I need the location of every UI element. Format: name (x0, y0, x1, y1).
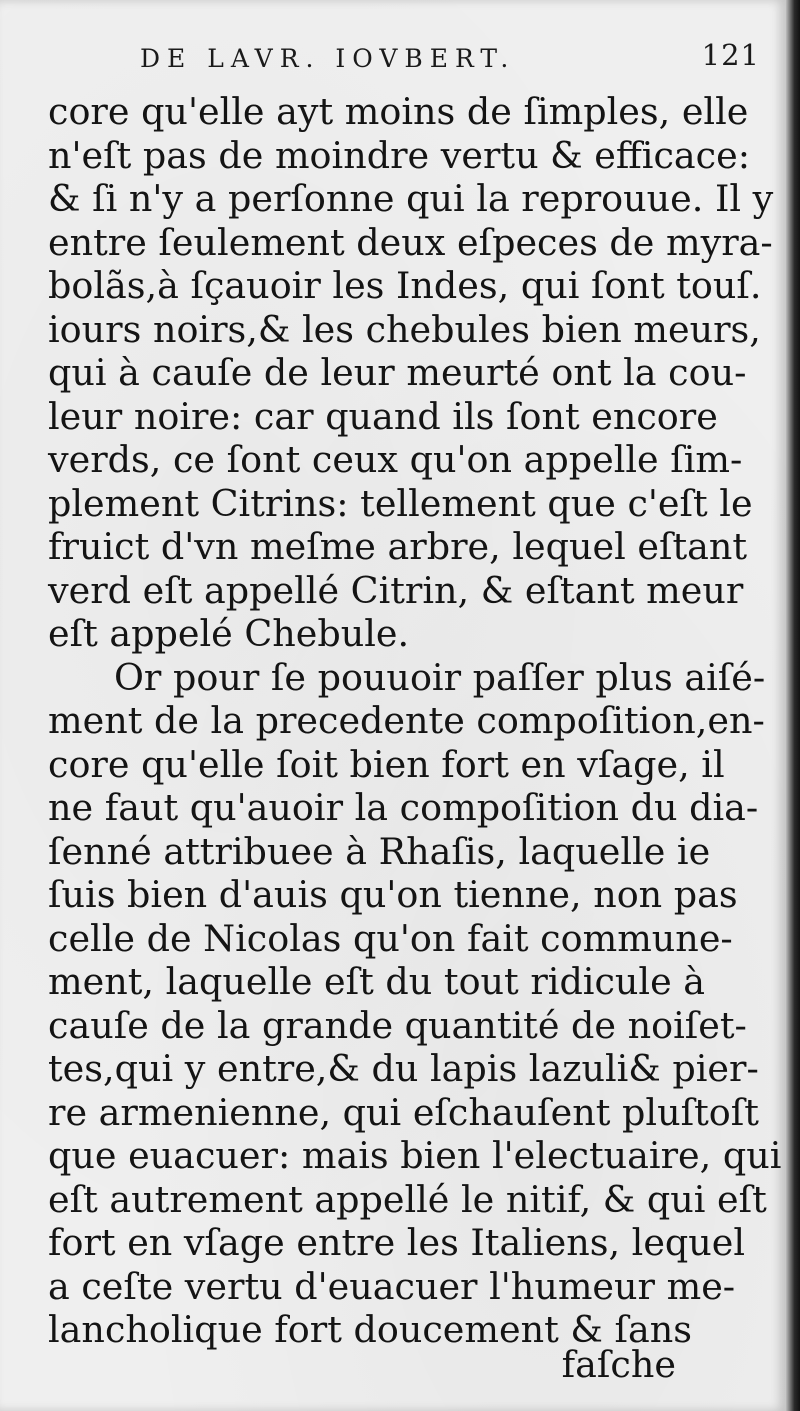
text-line: ment de la precedente compoſition,en- (48, 699, 765, 742)
text-line: a ceſte vertu d'euacuer l'humeur me- (48, 1264, 736, 1308)
text-line: core qu'elle ayt moins de ſimples, elle (48, 90, 749, 133)
text-line: tes,qui y entre,& du lapis lazuli& pier- (48, 1047, 759, 1090)
text-line: ſuis bien d'auis qu'on tienne, non pas (48, 873, 738, 916)
paragraph-first-line: Or pour ſe pouuoir paſſer plus aiſé- (114, 655, 766, 699)
text-line: leur noire: car quand ils ſont encore (48, 394, 718, 438)
text-line: verds, ce ſont ceux qu'on appelle ſim- (48, 438, 743, 481)
text-line: iours noirs,& les chebules bien meurs, (48, 307, 761, 351)
text-line: lancholique fort doucement & ſans (48, 1308, 692, 1351)
text-line: ment, laquelle eſt du tout ridicule à (48, 960, 706, 1003)
text-line: qui à cauſe de leur meurté ont la cou- (48, 351, 747, 394)
catchword: faſche (561, 1343, 676, 1386)
text-line: fruict d'vn meſme arbre, lequel eſtant (48, 525, 748, 568)
running-head-title: DE LAVR. IOVBERT. (140, 44, 516, 73)
text-line: fort en vſage entre les Italiens, lequel (48, 1221, 746, 1264)
text-line: verd eſt appellé Citrin, & eſtant meur (48, 568, 744, 612)
text-line: n'eſt pas de moindre vertu & efficace: (48, 133, 751, 177)
text-line: bolãs,à ſçauoir les Indes, qui ſont touſ. (48, 264, 762, 307)
page-gutter-edge (786, 0, 800, 1411)
page-number: 121 (701, 38, 760, 72)
text-line: que euacuer: mais bien l'electuaire, qui (48, 1134, 782, 1177)
text-line: eſt appelé Chebule. (48, 612, 410, 655)
text-line: ſenné attribuee à Rhaſis, laquelle ie (48, 829, 711, 873)
running-head (140, 38, 760, 82)
text-line: entre ſeulement deux eſpeces de myra- (48, 220, 773, 264)
text-line: ne faut qu'auoir la compoſition du dia- (48, 786, 759, 829)
text-line: plement Citrins: tellement que c'eſt le (48, 481, 753, 525)
text-line: & ſi n'y a perſonne qui la reprouue. Il y (48, 177, 774, 220)
text-line: cauſe de la grande quantité de noiſet- (48, 1003, 747, 1047)
text-line: eſt autrement appellé le nitif, & qui eſt (48, 1177, 767, 1221)
text-line: celle de Nicolas qu'on fait commune- (48, 916, 733, 960)
body-text (48, 90, 782, 1352)
text-line: re armenienne, qui eſchauſent pluſtoſt (48, 1090, 759, 1134)
text-line: core qu'elle ſoit bien fort en vſage, il (48, 742, 725, 786)
